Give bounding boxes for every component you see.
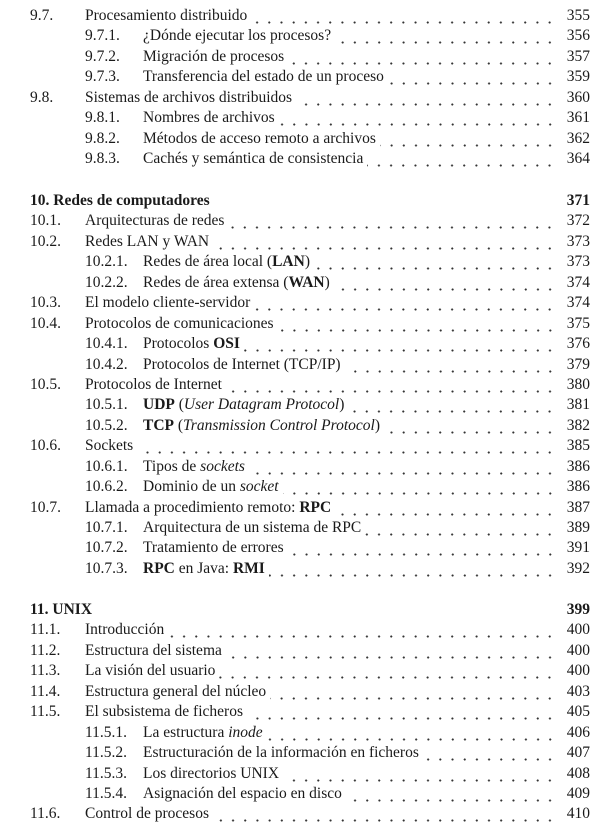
entry-title-line <box>143 108 590 128</box>
toc-entry <box>0 395 600 415</box>
entry-title-line <box>85 314 590 334</box>
dot-leader <box>365 518 556 538</box>
section-number: 9.8. <box>30 88 54 106</box>
title-segment: Arquitectura de un sistema de RPC <box>143 519 362 536</box>
entry-title-line <box>143 784 590 804</box>
section-number: 10.5.1. <box>85 396 128 414</box>
section-title <box>143 457 249 477</box>
section-title <box>143 67 388 87</box>
entry-title-line <box>85 661 590 681</box>
toc-entry <box>0 764 600 784</box>
page-number: 371 <box>566 192 590 209</box>
page-number: 381 <box>566 396 590 414</box>
section-title <box>143 26 335 46</box>
toc-entry <box>0 314 600 334</box>
section-title <box>85 293 254 313</box>
dot-leader <box>213 804 556 824</box>
title-segment: Protocolos de Internet <box>85 375 222 393</box>
toc-entry <box>0 149 600 169</box>
entry-title-line <box>143 67 590 87</box>
dot-leader <box>348 395 556 415</box>
entry-title-line <box>143 743 590 763</box>
toc-entry <box>0 88 600 108</box>
dot-leader <box>346 784 556 804</box>
title-segment: Procesamiento distribuido <box>85 7 248 24</box>
entry-title-line <box>143 538 590 558</box>
entry-title-line <box>85 436 590 456</box>
toc-entry <box>0 67 600 87</box>
section-number: 10.5. <box>30 375 61 393</box>
section-title <box>143 149 367 169</box>
title-segment: Llamada a procedimiento remoto: <box>85 498 300 516</box>
title-segment: socket <box>239 478 279 496</box>
title-segment: Arquitecturas de redes <box>85 212 225 230</box>
page-number: 399 <box>566 601 590 618</box>
title-segment: en Java: <box>174 559 233 577</box>
dot-leader <box>335 498 556 518</box>
dot-leader <box>283 477 556 497</box>
section-number: 11.5.4. <box>85 784 128 802</box>
section-title <box>143 355 345 375</box>
section-title <box>30 191 214 211</box>
toc-entry <box>0 252 600 272</box>
page-number: 375 <box>566 314 590 332</box>
title-segment: ( <box>174 396 184 414</box>
title-segment: UDP <box>143 396 175 414</box>
title-segment: Tipos de <box>143 457 201 475</box>
section-number: 10.6. <box>30 437 61 455</box>
entry-title-line <box>143 416 590 436</box>
title-segment: ) <box>339 396 345 414</box>
page-number: 409 <box>566 784 590 802</box>
dot-leader <box>388 67 556 87</box>
section-number: 10.1. <box>30 212 61 230</box>
page-number: 373 <box>566 253 590 271</box>
page-number: 362 <box>566 129 590 147</box>
section-title <box>85 804 213 824</box>
section-title <box>143 416 384 436</box>
section-title <box>143 518 365 538</box>
section-number: 10.5.2. <box>85 416 128 434</box>
title-segment: ( <box>174 416 184 434</box>
title-segment: Transferencia del estado de un proceso <box>143 68 384 86</box>
page-number: 389 <box>566 519 590 536</box>
title-segment: El modelo cliente-servidor <box>85 294 251 312</box>
title-segment: Introducción <box>85 621 165 639</box>
section-number: 11.1. <box>30 621 61 639</box>
section-title <box>143 334 244 354</box>
title-segment: 11. UNIX <box>30 601 93 618</box>
section-number: 11.5.2. <box>85 744 128 762</box>
entry-title-line <box>143 252 590 272</box>
entry-title-line <box>85 211 590 231</box>
dot-leader <box>249 457 556 477</box>
toc-chapter-entry <box>0 191 600 211</box>
page-number: 360 <box>566 88 590 106</box>
section-number: 11.5.3. <box>85 764 128 782</box>
entry-title-line <box>85 682 590 702</box>
toc-chapter-entry <box>0 600 600 620</box>
toc-entry <box>0 498 600 518</box>
title-segment: Cachés y semántica de consistencia <box>143 150 364 168</box>
page-number: 372 <box>566 212 590 230</box>
section-title <box>85 436 137 456</box>
entry-title-line <box>143 764 590 784</box>
dot-leader <box>335 26 556 46</box>
dot-leader <box>137 436 556 456</box>
title-segment: Estructura general del núcleo <box>85 682 267 700</box>
toc-entry <box>0 211 600 231</box>
dot-leader <box>314 252 556 272</box>
entry-title-line <box>143 477 590 497</box>
section-number: 10.7.3. <box>85 559 128 577</box>
section-title <box>85 211 228 231</box>
title-segment: Redes de área local ( <box>143 253 273 271</box>
entry-title-line <box>143 518 590 538</box>
title-segment: Sistemas de archivos distribuidos <box>85 88 293 106</box>
entry-title-line <box>143 273 590 293</box>
title-segment: Transmission Control Protocol <box>183 416 375 434</box>
toc-entry <box>0 47 600 67</box>
toc-entry <box>0 682 600 702</box>
page-number: 386 <box>566 457 590 475</box>
page-number: 400 <box>566 662 590 680</box>
title-segment: WAN <box>288 273 325 291</box>
section-title <box>85 702 247 722</box>
dot-leader <box>228 211 556 231</box>
entry-title-line <box>85 232 590 252</box>
entry-title-line <box>85 498 590 518</box>
toc-entry <box>0 518 600 538</box>
section-title <box>143 538 288 558</box>
toc-entry <box>0 661 600 681</box>
page-number: 382 <box>566 416 590 434</box>
title-segment: Dominio de un <box>143 478 240 496</box>
section-title <box>85 620 168 640</box>
toc-entry <box>0 232 600 252</box>
page-number: 386 <box>566 478 590 496</box>
dot-leader <box>251 6 556 26</box>
toc-entry <box>0 559 600 579</box>
title-segment: Tratamiento de errores <box>143 539 284 557</box>
section-title <box>85 6 251 26</box>
page-number: 410 <box>566 805 590 823</box>
section-number: 11.5. <box>30 703 61 721</box>
toc-entry <box>0 108 600 128</box>
toc-entry <box>0 641 600 661</box>
section-number: 10.3. <box>30 294 61 312</box>
dot-leader <box>345 355 556 375</box>
toc-entry <box>0 804 600 824</box>
dot-leader <box>226 641 556 661</box>
section-number: 10.2. <box>30 232 61 250</box>
page-number: 374 <box>566 273 590 291</box>
title-segment: Sockets <box>85 437 134 455</box>
toc-entry <box>0 723 600 743</box>
toc-entry <box>0 273 600 293</box>
toc-group-chapter-10 <box>0 191 600 579</box>
page-number: 403 <box>566 682 590 700</box>
section-title <box>143 252 314 272</box>
page-number: 405 <box>566 703 590 721</box>
section-title <box>143 273 334 293</box>
dot-leader <box>423 743 556 763</box>
title-segment: La estructura <box>143 723 229 741</box>
section-title <box>143 477 283 497</box>
toc-entry <box>0 457 600 477</box>
section-number: 9.8.2. <box>85 129 120 147</box>
dot-leader <box>168 620 556 640</box>
section-title <box>85 314 278 334</box>
section-title <box>85 232 213 252</box>
title-segment: Control de procesos <box>85 805 209 823</box>
dot-leader <box>296 88 556 108</box>
page-number: 380 <box>566 375 590 393</box>
title-segment: Redes de área extensa ( <box>143 273 289 291</box>
title-segment: Migración de procesos <box>143 47 285 65</box>
title-segment: User Datagram Protocol <box>183 396 340 414</box>
section-number: 10.4.1. <box>85 335 128 353</box>
section-number: 10.2.1. <box>85 253 128 271</box>
page-number: 391 <box>566 539 590 557</box>
toc-entry <box>0 6 600 26</box>
dot-leader <box>219 661 556 681</box>
section-number: 9.8.1. <box>85 109 120 127</box>
section-title <box>143 559 269 579</box>
section-number: 10.7.1. <box>85 519 128 536</box>
dot-leader <box>334 273 556 293</box>
page-number: 376 <box>566 335 590 353</box>
entry-title-line <box>143 723 590 743</box>
title-segment: ) <box>304 253 310 271</box>
section-number: 10.7. <box>30 498 61 516</box>
section-number: 11.6. <box>30 805 61 823</box>
section-number: 10.4.2. <box>85 355 128 373</box>
page-number: 392 <box>566 559 590 577</box>
entry-title-line <box>143 26 590 46</box>
entry-title-line <box>85 702 590 722</box>
title-segment: ) <box>324 273 330 291</box>
entry-title-line <box>143 47 590 67</box>
section-title <box>143 743 423 763</box>
section-title <box>143 764 283 784</box>
section-title <box>143 129 380 149</box>
entry-title-line <box>85 804 590 824</box>
entry-title-line <box>143 395 590 415</box>
section-number: 11.3. <box>30 662 61 680</box>
title-segment: sockets <box>200 457 245 475</box>
page-number: 355 <box>566 7 590 24</box>
toc-group-chapter-9 <box>0 6 600 170</box>
title-segment: Métodos de acceso remoto a archivos <box>143 129 376 147</box>
entry-title-line <box>143 149 590 169</box>
toc-group-chapter-11 <box>0 600 600 825</box>
entry-title-line <box>85 620 590 640</box>
dot-leader <box>226 375 556 395</box>
title-segment: Estructuración de la información en ficheros <box>143 744 419 762</box>
entry-title-line <box>85 375 590 395</box>
entry-title-line <box>85 293 590 313</box>
dot-leader <box>384 416 556 436</box>
section-title <box>85 88 296 108</box>
toc-entry <box>0 538 600 558</box>
title-segment: Estructura del sistema <box>85 641 222 659</box>
page-number: 379 <box>566 355 590 373</box>
section-title <box>85 498 335 518</box>
toc-entry <box>0 620 600 640</box>
entry-title-line <box>143 334 590 354</box>
toc-entry <box>0 355 600 375</box>
title-segment: La visión del usuario <box>85 662 216 680</box>
dot-leader <box>267 723 556 743</box>
dot-leader <box>269 559 556 579</box>
toc-entry <box>0 375 600 395</box>
title-segment: RPC <box>143 559 175 577</box>
entry-title-line <box>85 88 590 108</box>
section-number: 9.7.1. <box>85 27 120 45</box>
title-segment: Protocolos de comunicaciones <box>85 314 274 332</box>
toc-entry <box>0 477 600 497</box>
title-segment: RMI <box>232 559 265 577</box>
section-number: 11.2. <box>30 641 61 659</box>
title-segment: Asignación del espacio en disco <box>143 784 342 802</box>
page-number: 408 <box>566 764 590 782</box>
title-segment: Nombres de archivos <box>143 109 275 127</box>
dot-leader <box>213 232 556 252</box>
entry-title-line <box>30 600 590 620</box>
title-segment: ) <box>374 416 380 434</box>
section-title <box>30 600 96 620</box>
page-number: 387 <box>566 498 590 516</box>
page-number: 400 <box>566 621 590 639</box>
section-number: 10.6.1. <box>85 457 128 475</box>
section-title <box>85 375 226 395</box>
entry-title-line <box>143 457 590 477</box>
dot-leader <box>283 764 556 784</box>
dot-leader <box>288 538 556 558</box>
toc-entry <box>0 416 600 436</box>
entry-title-line <box>85 6 590 26</box>
title-segment: 10. Redes de computadores <box>30 192 210 209</box>
page-number: 359 <box>566 68 590 86</box>
title-segment: LAN <box>272 253 305 271</box>
toc-entry <box>0 26 600 46</box>
toc-entry <box>0 129 600 149</box>
page-number: 361 <box>566 109 590 127</box>
title-segment: RPC <box>299 498 332 516</box>
section-title <box>143 395 348 415</box>
title-segment: Protocolos de Internet (TCP/IP) <box>143 355 341 373</box>
entry-title-line <box>143 129 590 149</box>
title-segment: OSI <box>213 335 240 353</box>
section-title <box>85 641 226 661</box>
entry-title-line <box>143 355 590 375</box>
section-number: 10.2.2. <box>85 273 128 291</box>
title-segment: TCP <box>143 416 174 434</box>
title-segment: ¿Dónde ejecutar los procesos? <box>143 27 332 45</box>
dot-leader <box>247 702 556 722</box>
section-title <box>143 108 279 128</box>
dot-leader <box>380 129 556 149</box>
section-number: 10.6.2. <box>85 478 128 496</box>
page-number: 373 <box>566 232 590 250</box>
title-segment: Protocolos <box>143 335 214 353</box>
section-number: 11.4. <box>30 682 61 700</box>
entry-title-line <box>143 559 590 579</box>
toc-entry <box>0 784 600 804</box>
page-number: 406 <box>566 723 590 741</box>
section-number: 10.4. <box>30 314 61 332</box>
page-number: 356 <box>566 27 590 45</box>
title-segment: El subsistema de ficheros <box>85 703 243 721</box>
toc-entry <box>0 334 600 354</box>
dot-leader <box>254 293 556 313</box>
toc-entry <box>0 743 600 763</box>
page-number: 407 <box>566 744 590 762</box>
entry-title-line <box>85 641 590 661</box>
section-number: 9.7.3. <box>85 68 120 86</box>
page-number: 400 <box>566 641 590 659</box>
page-number: 364 <box>566 150 590 168</box>
section-number: 10.7.2. <box>85 539 128 557</box>
toc-entry <box>0 293 600 313</box>
page-number: 385 <box>566 437 590 455</box>
entry-title-line <box>30 191 590 211</box>
toc-entry <box>0 702 600 722</box>
toc-entry <box>0 436 600 456</box>
section-title <box>85 661 219 681</box>
section-title <box>143 723 267 743</box>
section-title <box>143 47 288 67</box>
section-number: 9.7. <box>30 7 54 24</box>
dot-leader <box>288 47 556 67</box>
section-number: 9.7.2. <box>85 47 120 65</box>
title-segment: Redes LAN y WAN <box>85 232 210 250</box>
section-title <box>85 682 270 702</box>
section-number: 9.8.3. <box>85 150 120 168</box>
dot-leader <box>279 108 556 128</box>
dot-leader <box>244 334 556 354</box>
page-number: 374 <box>566 294 590 312</box>
title-segment: Los directorios UNIX <box>143 764 280 782</box>
dot-leader <box>367 149 556 169</box>
page-number: 357 <box>566 47 590 65</box>
dot-leader <box>270 682 556 702</box>
dot-leader <box>278 314 556 334</box>
title-segment: inode <box>228 723 263 741</box>
section-number: 11.5.1. <box>85 723 128 741</box>
section-title <box>143 784 346 804</box>
